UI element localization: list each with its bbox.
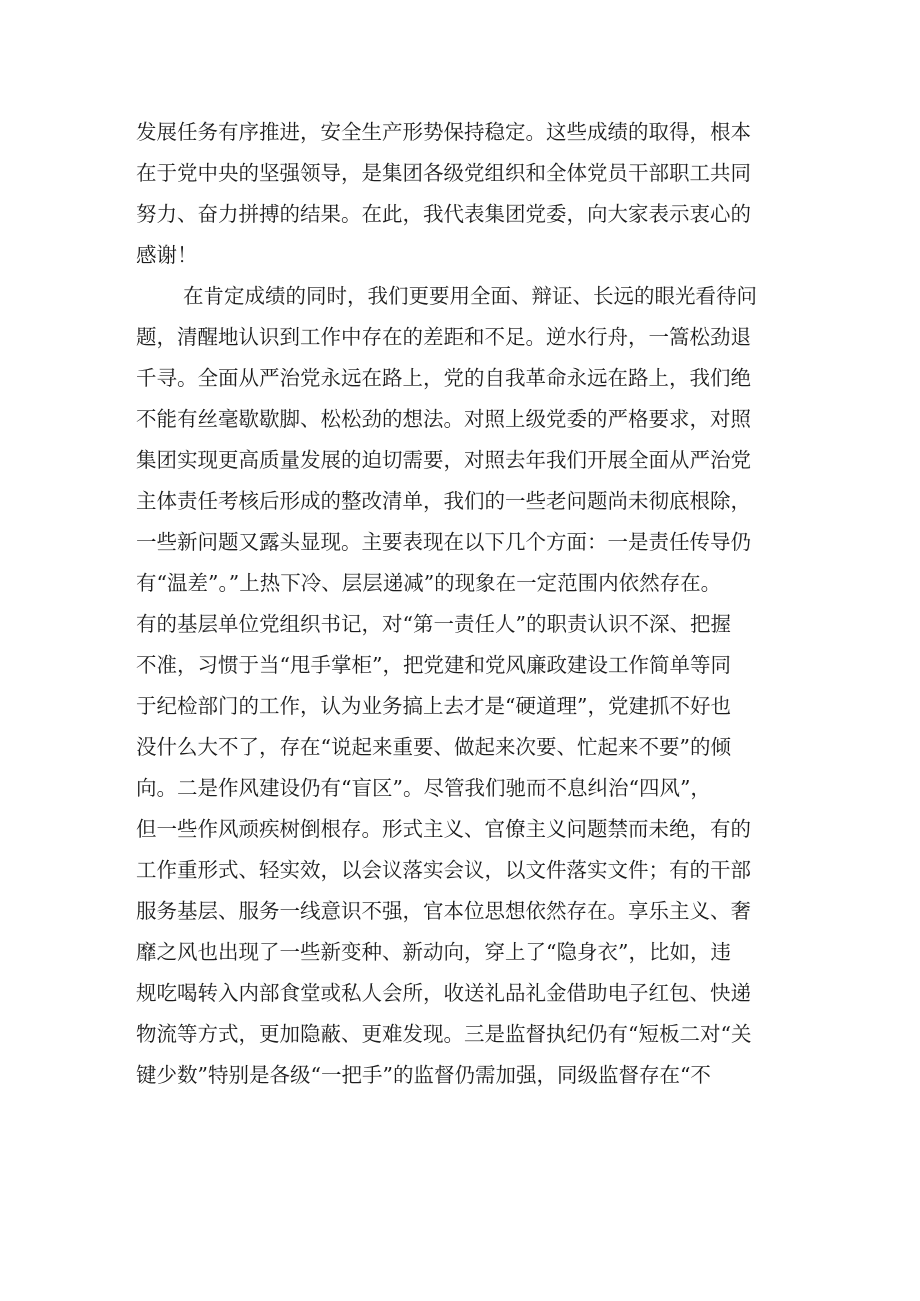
text-line: 靡之风也出现了一些新变种、新动向，穿上了“隐身衣”，比如，违 — [136, 940, 731, 964]
text-line: 物流等方式，更加隐蔽、更难发现。三是监督执纪仍有“短板二对“关 — [136, 1022, 752, 1046]
text-line: 向。二是作风建设仍有“盲区”。尽管我们驰而不息纠治“四风”， — [136, 776, 711, 800]
text-line: 在于党中央的坚强领导，是集团各级党组织和全体党员干部职工共同 — [136, 161, 751, 185]
text-line: 不准，习惯于当“甩手掌柜”，把党建和党风廉政建设工作简单等同 — [136, 653, 731, 677]
text-line: 感谢！ — [136, 243, 198, 267]
document-body — [136, 112, 796, 1096]
text-line: 在肯定成绩的同时，我们更要用全面、辩证、长远的眼光看待问 — [183, 284, 757, 308]
text-line: 集团实现更高质量发展的迫切需要，对照去年我们开展全面从严治党 — [136, 448, 751, 472]
text-line: 有“温差”。”上热下冷、层层递减”的现象在一定范围内依然存在。 — [136, 571, 722, 595]
text-line: 千寻。全面从严治党永远在路上，党的自我革命永远在路上，我们绝 — [136, 366, 751, 390]
text-line: 主体责任考核后形成的整改清单，我们的一些老问题尚未彻底根除， — [136, 489, 751, 513]
paragraph-1 — [136, 112, 796, 276]
text-line: 没什么大不了，存在“说起来重要、做起来次要、忙起来不要”的倾 — [136, 735, 731, 759]
text-line: 努力、奋力拼搏的结果。在此，我代表集团党委，向大家表示衷心的 — [136, 202, 751, 226]
text-line: 服务基层、服务一线意识不强，官本位思想依然存在。享乐主义、奢 — [136, 899, 751, 923]
text-line: 不能有丝毫歇歇脚、松松劲的想法。对照上级党委的严格要求，对照 — [136, 407, 751, 431]
text-line: 规吃喝转入内部食堂或私人会所，收送礼品礼金借助电子红包、快递 — [136, 981, 751, 1005]
text-line: 一些新问题又露头显现。主要表现在以下几个方面：一是责任传导仍 — [136, 530, 751, 554]
text-line: 题，清醒地认识到工作中存在的差距和不足。逆水行舟，一篙松劲退 — [136, 325, 751, 349]
text-line: 工作重形式、轻实效，以会议落实会议，以文件落实文件；有的干部 — [136, 858, 751, 882]
text-line: 于纪检部门的工作，认为业务搞上去才是“硬道理”，党建抓不好也 — [136, 694, 731, 718]
text-line: 发展任务有序推进，安全生产形势保持稳定。这些成绩的取得，根本 — [136, 120, 751, 144]
paragraph-2 — [136, 276, 796, 1096]
text-line: 但一些作风顽疾树倒根存。形式主义、官僚主义问题禁而未绝，有的 — [136, 817, 751, 841]
text-line: 键少数”特别是各级“一把手”的监督仍需加强，同级监督存在“不 — [136, 1063, 711, 1087]
text-line: 有的基层单位党组织书记，对“第一责任人”的职责认识不深、把握 — [136, 612, 731, 636]
